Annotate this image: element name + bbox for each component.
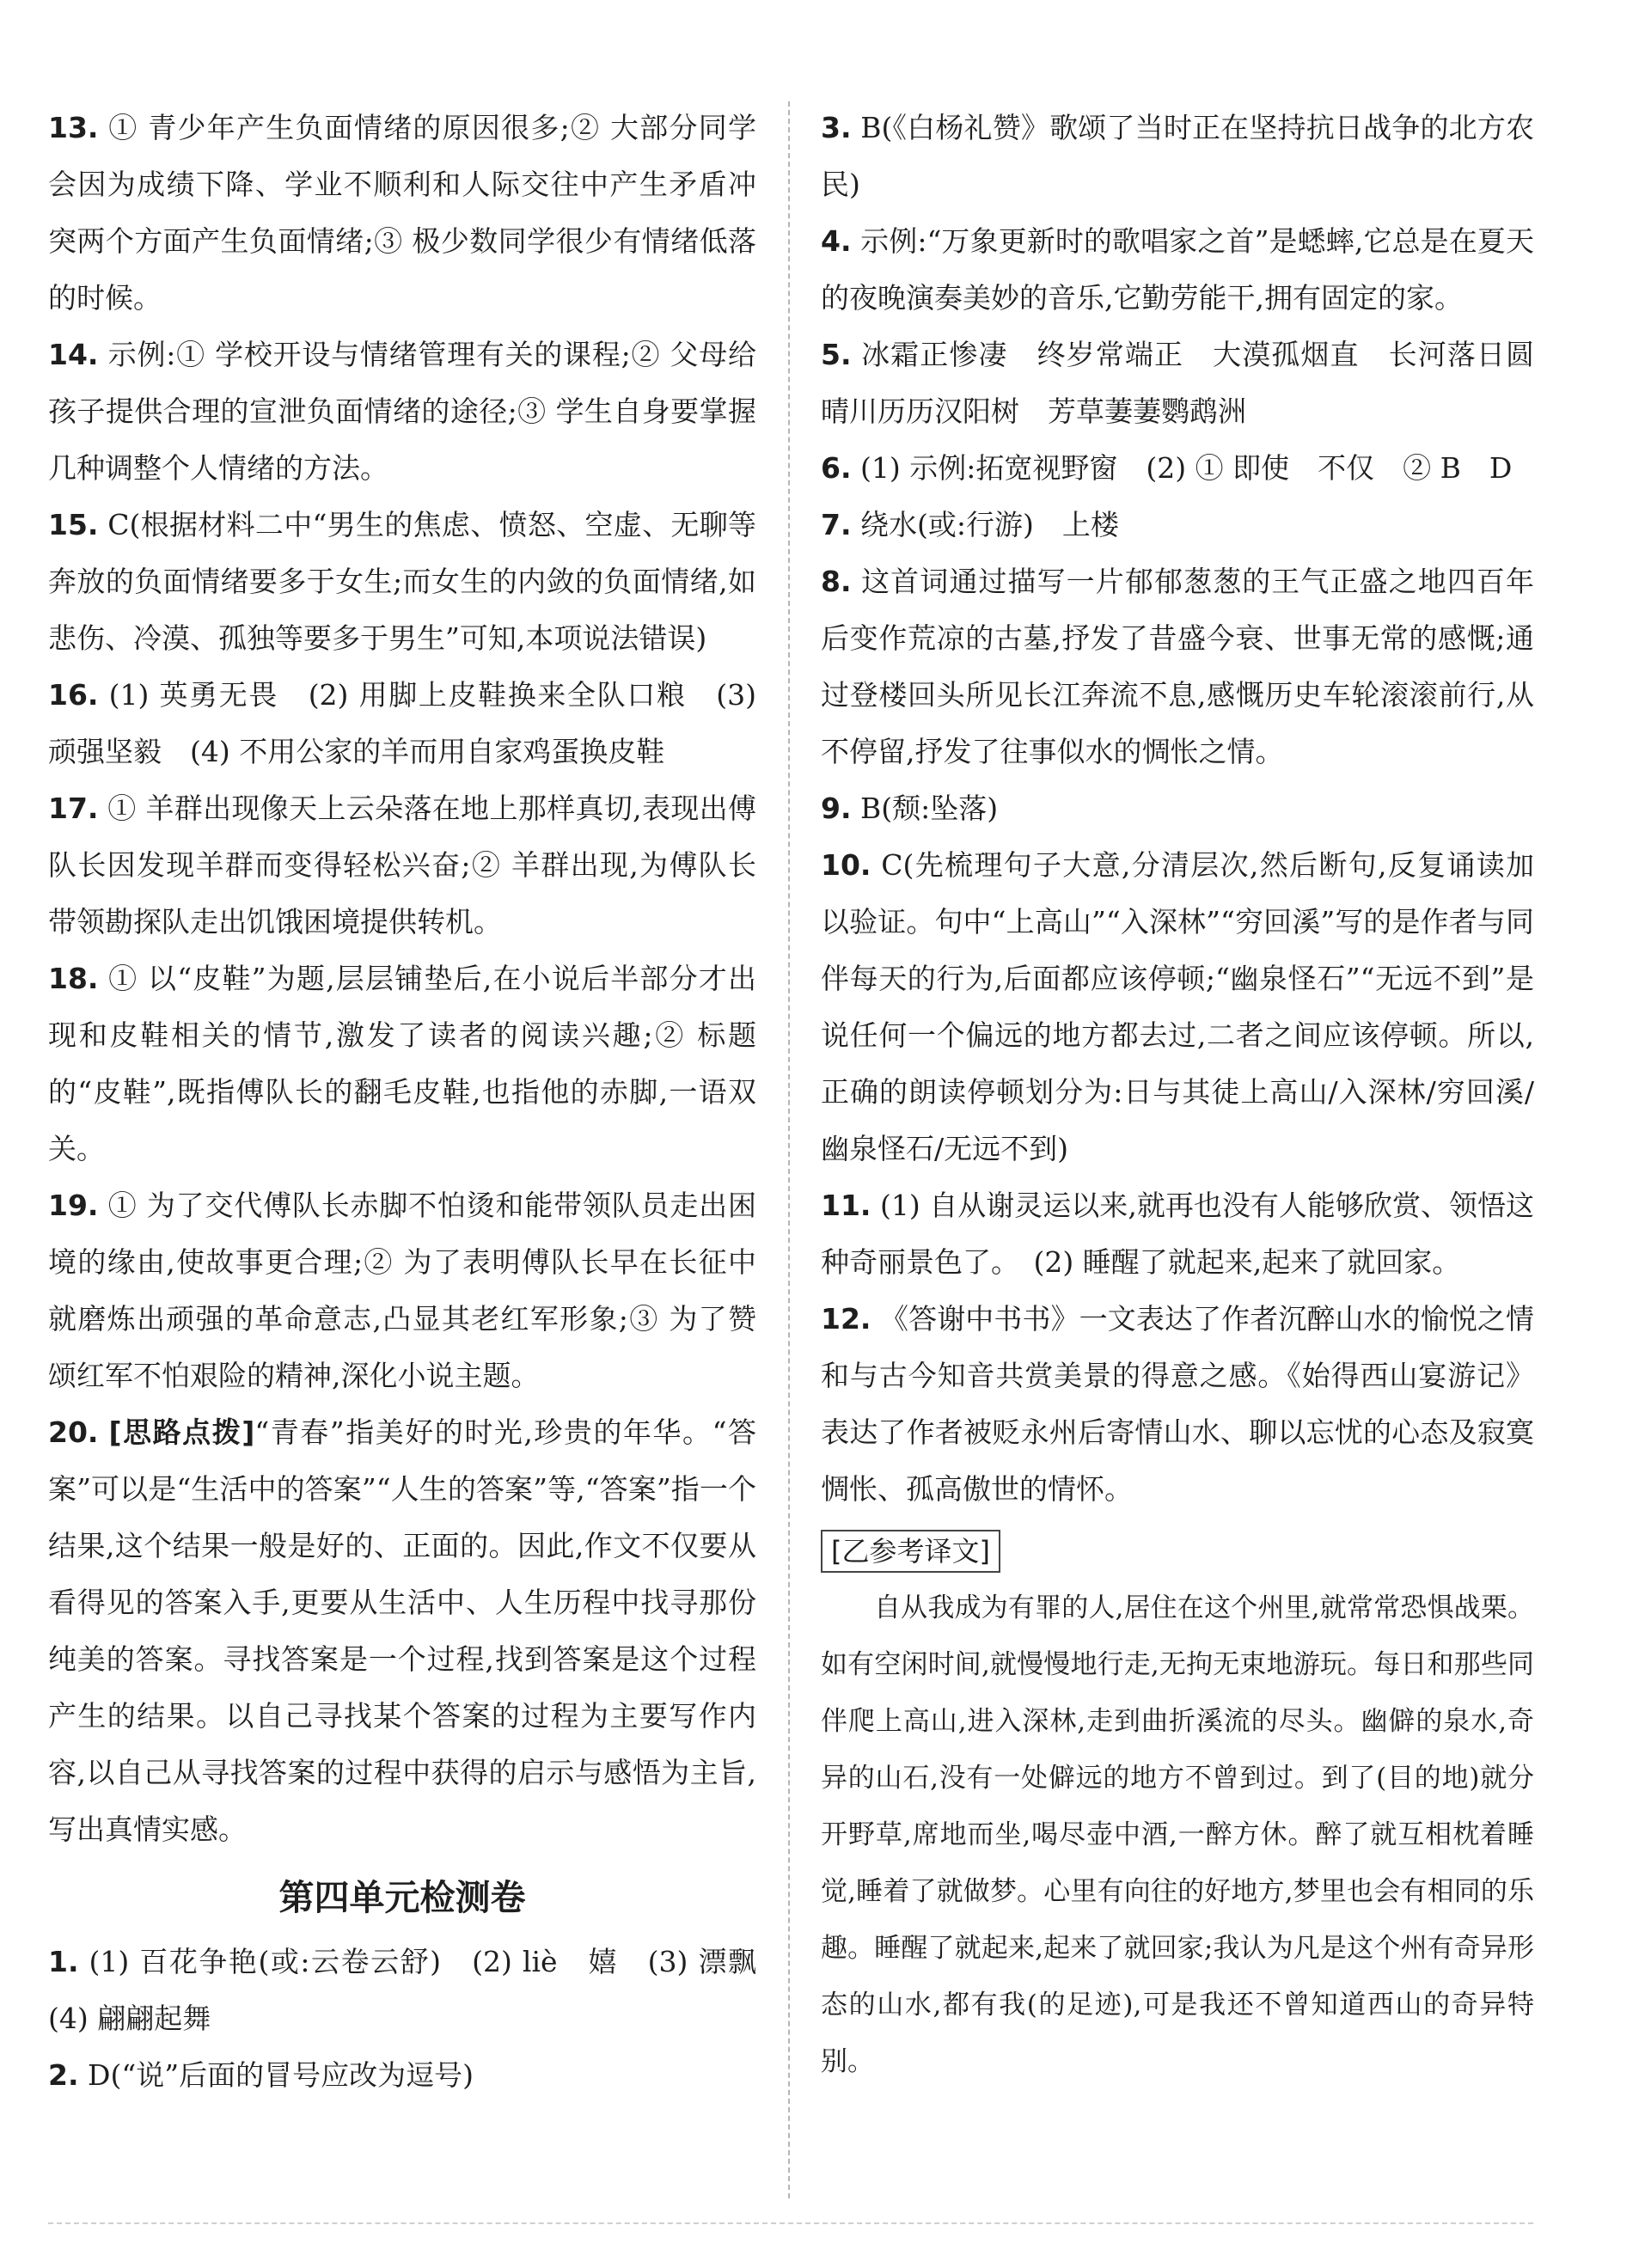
answer-8: 8. 这首词通过描写一片郁郁葱葱的王气正盛之地四百年后变作荒凉的古墓,抒发了昔盛今衰、世事无常的感慨;通过登楼回头所见长江奔流不息,感慨历史车轮滚滚前行,从不停留,抒发了往事似水的惆怅之情。 <box>821 565 1534 768</box>
bottom-rule <box>48 2222 1533 2224</box>
translation-text: 自从我成为有罪的人,居住在这个州里,就常常恐惧战栗。如有空闲时间,就慢慢地行走,无拘无束地游玩。每日和那些同伴爬上高山,进入深林,走到曲折溪流的尽头。幽僻的泉水,奇异的山石,没有一处僻远的地方不曾到过。到了(目的地)就分开野草,席地而坐,喝尽壶中酒,一醉方休。醉了就互相枕着睡觉,睡着了就做梦。心里有向往的好地方,梦里也会有相同的乐趣。睡醒了就起来,起来了就回家;我认为凡是这个州有奇异形态的山水,都有我(的足迹),可是我还不曾知道西山的奇异特别。 <box>821 1592 1534 2077</box>
answer-3: 3. B(《白杨礼赞》歌颂了当时正在坚持抗日战争的北方农民) <box>821 111 1535 201</box>
answer-13: 13. ① 青少年产生负面情绪的原因很多;② 大部分同学会因为成绩下降、学业不顺利和人际交往中产生矛盾冲突两个方面产生负面情绪;③ 极少数同学很少有情绪低落的时候。 <box>48 111 756 315</box>
answer-2: 2. D(“说”后面的冒号应改为逗号) <box>48 2058 474 2092</box>
column-divider <box>788 101 790 2198</box>
answer-1: 1. (1) 百花争艳(或:云卷云舒) (2) liè 嬉 (3) 漂飘 (4) 翩翩起舞 <box>48 1945 785 2035</box>
left-column <box>48 100 785 2104</box>
answer-15: 15. C(根据材料二中“男生的焦虑、愤怒、空虚、无聊等奔放的负面情绪要多于女生;而女生的内敛的负面情绪,如悲伤、冷漠、孤独等要多于男生”可知,本项说法错误) <box>48 508 756 655</box>
answer-6: 6. (1) 示例:拓宽视野窗 (2) ① 即使 不仅 ② B D <box>821 451 1513 485</box>
answer-4: 4. 示例:“万象更新时的歌唱家之首”是蟋蟀,它总是在夏天的夜晚演奏美妙的音乐,它勤劳能干,拥有固定的家。 <box>821 224 1534 315</box>
answer-12: 12. 《答谢中书书》一文表达了作者沉醉山水的愉悦之情和与古今知音共赏美景的得意之感。《始得西山宴游记》表达了作者被贬永州后寄情山水、聊以忘忧的心态及寂寞惆怅、孤高傲世的情怀。 <box>821 1302 1534 1506</box>
answer-10: 10. C(先梳理句子大意,分清层次,然后断句,反复诵读加以验证。句中“上高山”“入深林”“穷回溪”写的是作者与同伴每天的行为,后面都应该停顿;“幽泉怪石”“无远不到”是说任何一个偏远的地方都去过,二者之间应该停顿。所以,正确的朗读停顿划分为:日与其徒上高山/入深林/穷回溪/幽泉怪石/无远不到) <box>821 848 1535 1165</box>
answer-18: 18. ① 以“皮鞋”为题,层层铺垫后,在小说后半部分才出现和皮鞋相关的情节,激发了读者的阅读兴趣;② 标题的“皮鞋”,既指傅队长的翻毛皮鞋,也指他的赤脚,一语双关。 <box>48 962 756 1165</box>
answer-9: 9. B(颓:坠落) <box>821 792 999 825</box>
answer-14: 14. 示例:① 学校开设与情绪管理有关的课程;② 父母给孩子提供合理的宣泄负面情绪的途径;③ 学生自身要掌握几种调整个人情绪的方法。 <box>48 338 756 485</box>
answer-20: 20. [思路点拨]“青春”指美好的时光,珍贵的年华。“答案”可以是“生活中的答案”“人生的答案”等,“答案”指一个结果,这个结果一般是好的、正面的。因此,作文不仅要从看得见的答案入手,更要从生活中、人生历程中找寻那份纯美的答案。寻找答案是一个过程,找到答案是这个过程产生的结果。以自己寻找某个答案的过程为主要写作内容,以自己从寻找答案的过程中获得的启示与感悟为主旨,写出真情实感。 <box>48 1415 756 1846</box>
translation-label: [乙参考译文] <box>821 1530 1000 1573</box>
answer-5: 5. 冰霜正惨凄 终岁常端正 大漠孤烟直 长河落日圆 晴川历历汉阳树 芳草萋萋鹦鹉洲 <box>821 338 1562 428</box>
hint-tag: [思路点拨] <box>108 1415 255 1449</box>
answer-7: 7. 绕水(或:行游) 上楼 <box>821 508 1119 541</box>
right-column <box>821 100 1562 2090</box>
section-title: 第四单元检测卷 <box>278 1877 526 1918</box>
answer-11: 11. (1) 自从谢灵运以来,就再也没有人能够欣赏、领悟这种奇丽景色了。 (2) 睡醒了就起来,起来了就回家。 <box>821 1189 1534 1279</box>
answer-16: 16. (1) 英勇无畏 (2) 用脚上皮鞋换来全队口粮 (3) 顽强坚毅 (4) 不用公家的羊而用自家鸡蛋换皮鞋 <box>48 678 756 768</box>
answer-17: 17. ① 羊群出现像天上云朵落在地上那样真切,表现出傅队长因发现羊群而变得轻松兴奋;② 羊群出现,为傅队长带领勘探队走出饥饿困境提供转机。 <box>48 792 756 938</box>
answer-19: 19. ① 为了交代傅队长赤脚不怕烫和能带领队员走出困境的缘由,使故事更合理;② 为了表明傅队长早在长征中就磨炼出顽强的革命意志,凸显其老红军形象;③ 为了赞颂红军不怕艰险的精神,深化小说主题。 <box>48 1189 756 1392</box>
